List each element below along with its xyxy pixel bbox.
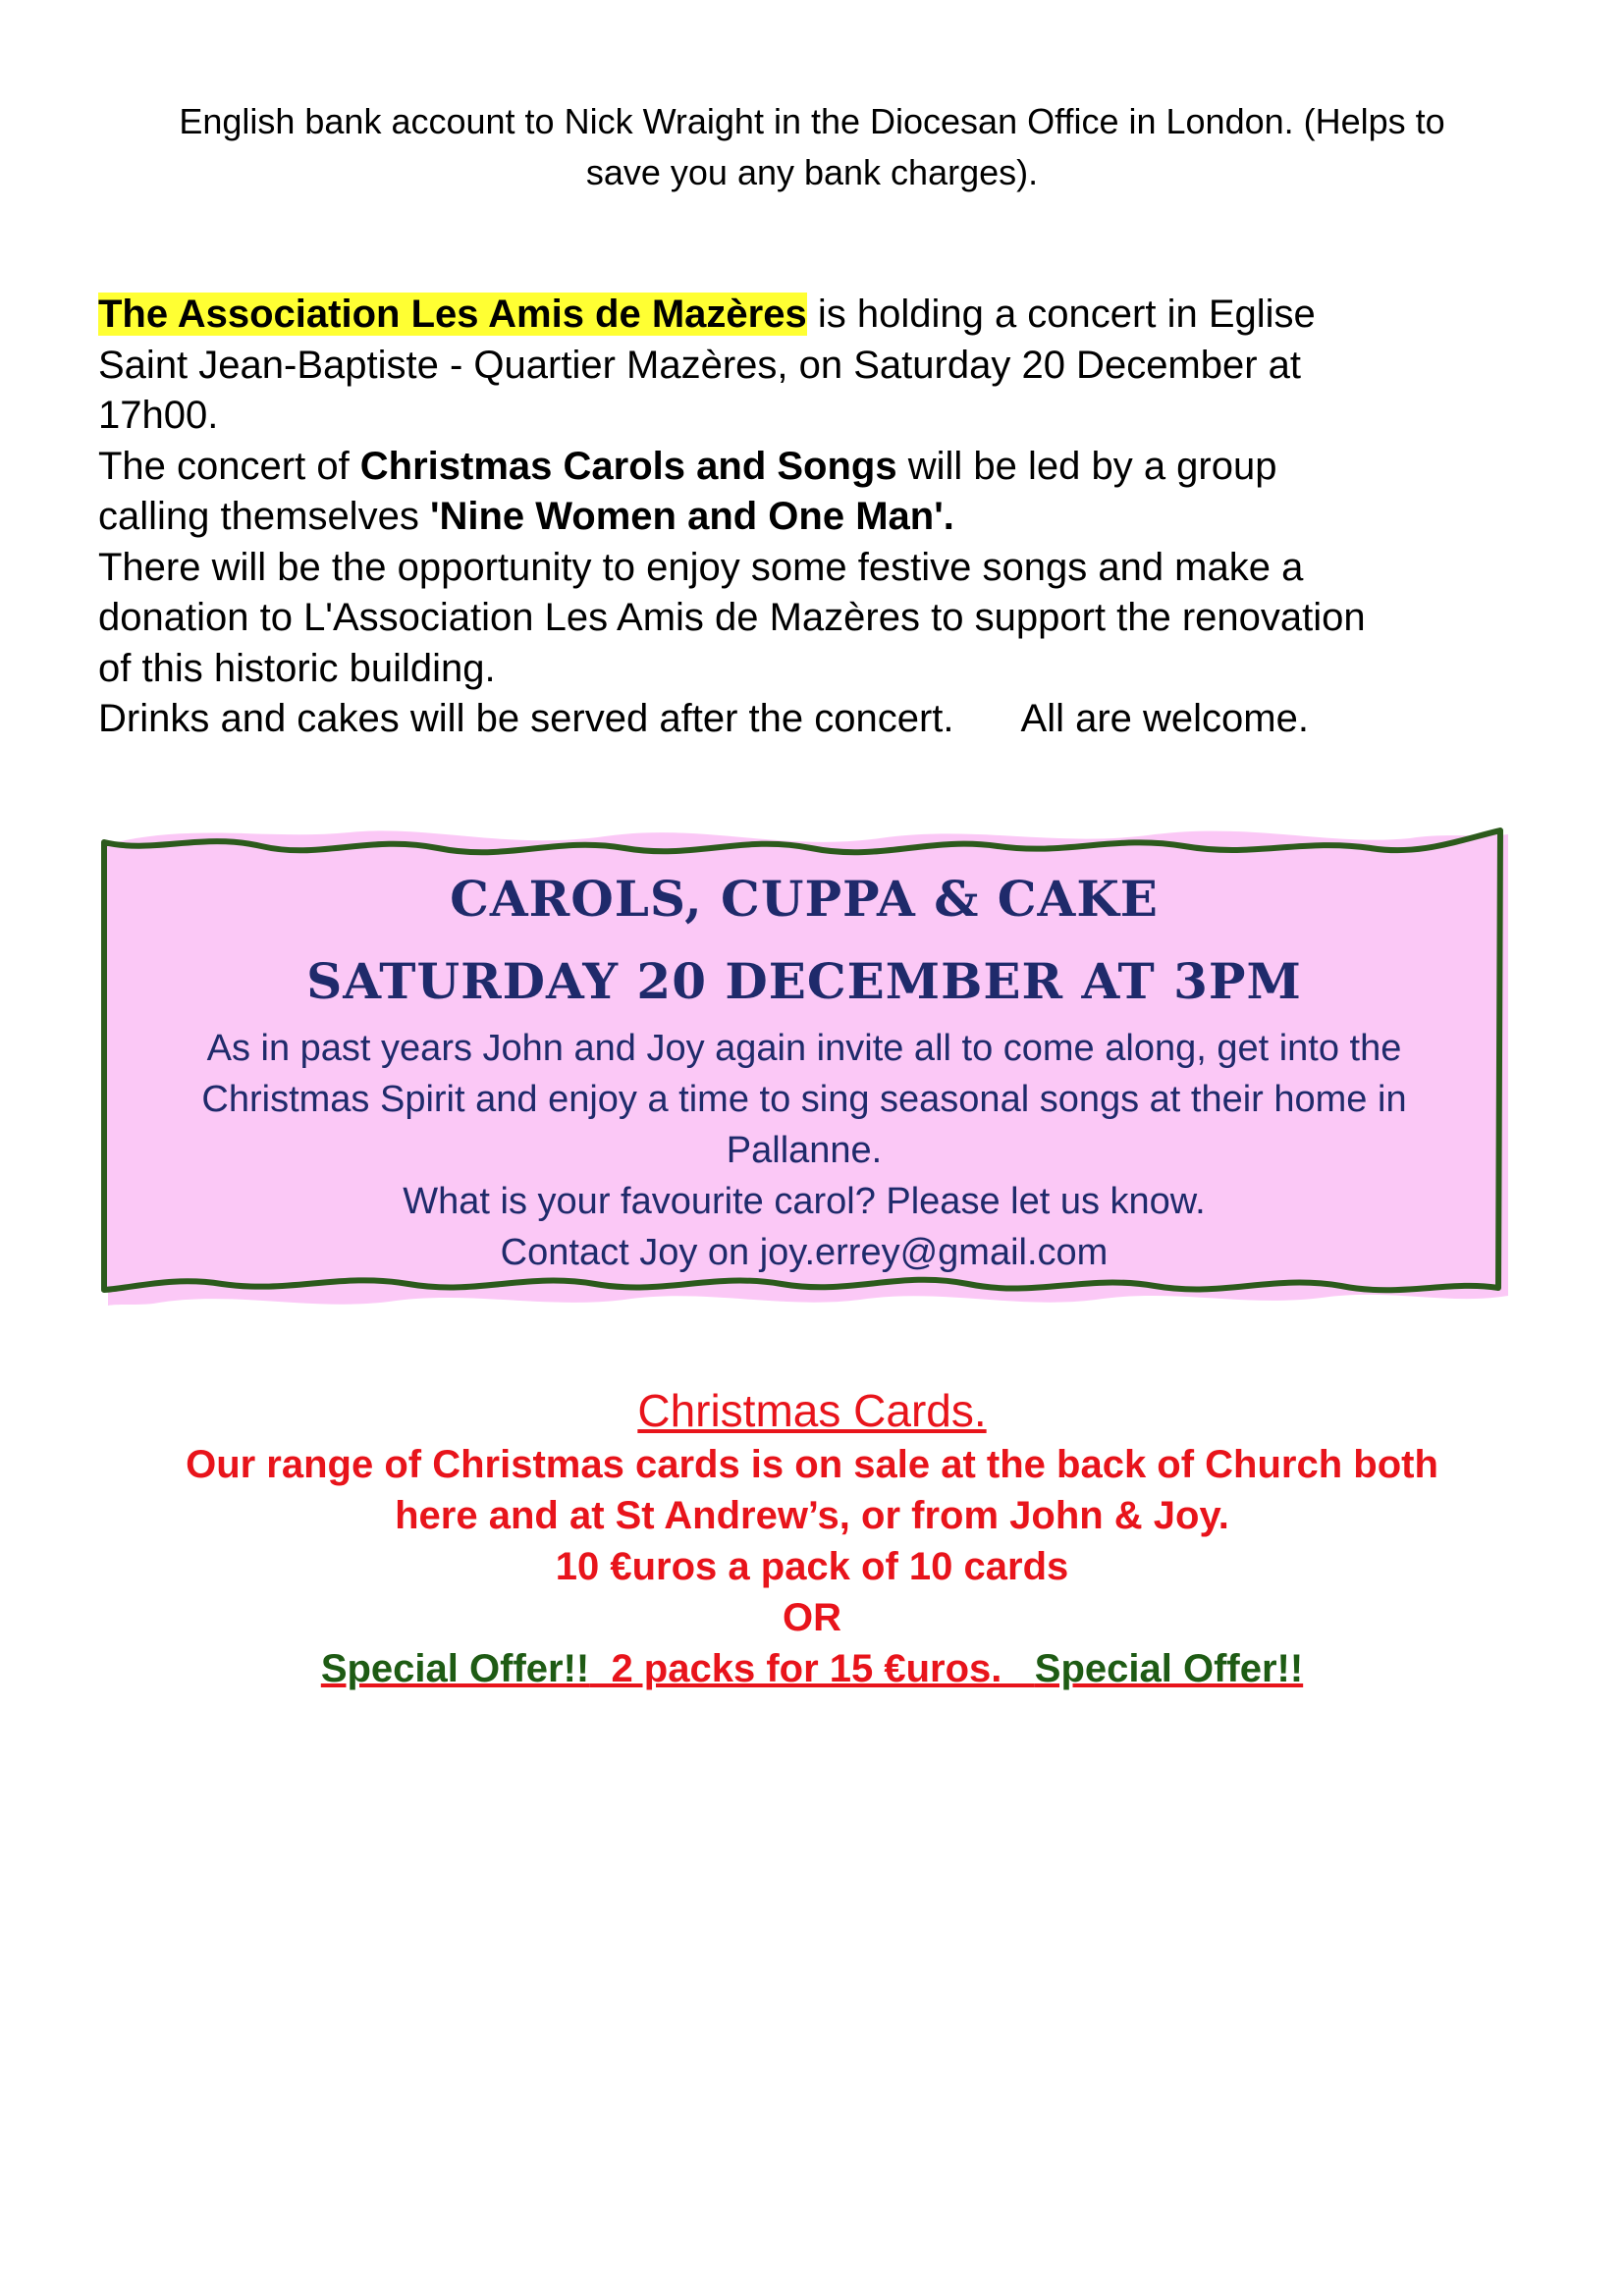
concert-drinks-text: Drinks and cakes will be served after the concert. bbox=[98, 697, 954, 740]
concert-line-7: donation to L'Association Les Amis de Mazères to support the renovation bbox=[98, 596, 1366, 639]
carols-banner bbox=[94, 827, 1514, 1308]
concert-line-4 bbox=[98, 442, 1551, 493]
concert-line-4-start: The concert of bbox=[98, 444, 360, 488]
banner-line-1: As in past years John and Joy again invite all to come along, get into the bbox=[206, 1028, 1402, 1069]
cards-line-2: here and at St Andrew’s, or from John & Joy. bbox=[395, 1494, 1229, 1537]
banner-line-4: What is your favourite carol? Please let us know. bbox=[403, 1181, 1206, 1222]
special-offer-line bbox=[59, 1643, 1565, 1694]
intro-line-1: English bank account to Nick Wraight in the Diocesan Office in London. (Helps to bbox=[179, 101, 1445, 141]
concert-welcome-text: All are welcome. bbox=[1020, 697, 1309, 740]
intro-line-2: save you any bank charges). bbox=[585, 152, 1039, 192]
special-offer-right: Special Offer!! bbox=[1034, 1647, 1304, 1690]
concert-line-3: 17h00. bbox=[98, 394, 219, 437]
concert-line-8: of this historic building. bbox=[98, 646, 496, 690]
christmas-cards-section bbox=[59, 1382, 1565, 1694]
banner-contact-line: Contact Joy on joy.errey@gmail.com bbox=[500, 1232, 1109, 1273]
concert-line-5-start: calling themselves bbox=[98, 495, 430, 538]
special-offer-left: Special Offer!! bbox=[320, 1647, 590, 1690]
concert-line-5 bbox=[98, 492, 1551, 543]
christmas-cards-heading: Christmas Cards. bbox=[637, 1385, 987, 1436]
intro-paragraph bbox=[98, 96, 1526, 198]
concert-announcement bbox=[98, 290, 1551, 745]
concert-line-9 bbox=[98, 694, 1551, 745]
banner-title-1: CAROLS, CUPPA & CAKE bbox=[450, 870, 1159, 928]
cards-line-1: Our range of Christmas cards is on sale at the back of Church both bbox=[186, 1443, 1438, 1486]
banner-line-3: Pallanne. bbox=[726, 1130, 883, 1171]
concert-carols-bold: Christmas Carols and Songs bbox=[359, 444, 897, 488]
cards-or-line: OR bbox=[783, 1596, 841, 1639]
concert-line-1-rest: is holding a concert in Eglise bbox=[806, 293, 1316, 336]
banner-title-2: SATURDAY 20 DECEMBER AT 3PM bbox=[306, 952, 1302, 1010]
concert-line-4-end: will be led by a group bbox=[896, 444, 1277, 488]
banner-body bbox=[94, 1023, 1514, 1278]
concert-group-name-bold: 'Nine Women and One Man'. bbox=[429, 495, 954, 538]
concert-line-6: There will be the opportunity to enjoy some festive songs and make a bbox=[98, 545, 1304, 589]
cards-price-line: 10 €uros a pack of 10 cards bbox=[555, 1545, 1069, 1588]
concert-line-2: Saint Jean-Baptiste - Quartier Mazères, on Saturday 20 December at bbox=[98, 343, 1302, 387]
banner-line-2: Christmas Spirit and enjoy a time to sing seasonal songs at their home in bbox=[201, 1079, 1407, 1120]
special-offer-deal: 2 packs for 15 €uros. bbox=[589, 1647, 1035, 1690]
concert-line-1 bbox=[98, 290, 1551, 341]
association-name-highlight: The Association Les Amis de Mazères bbox=[98, 293, 807, 336]
